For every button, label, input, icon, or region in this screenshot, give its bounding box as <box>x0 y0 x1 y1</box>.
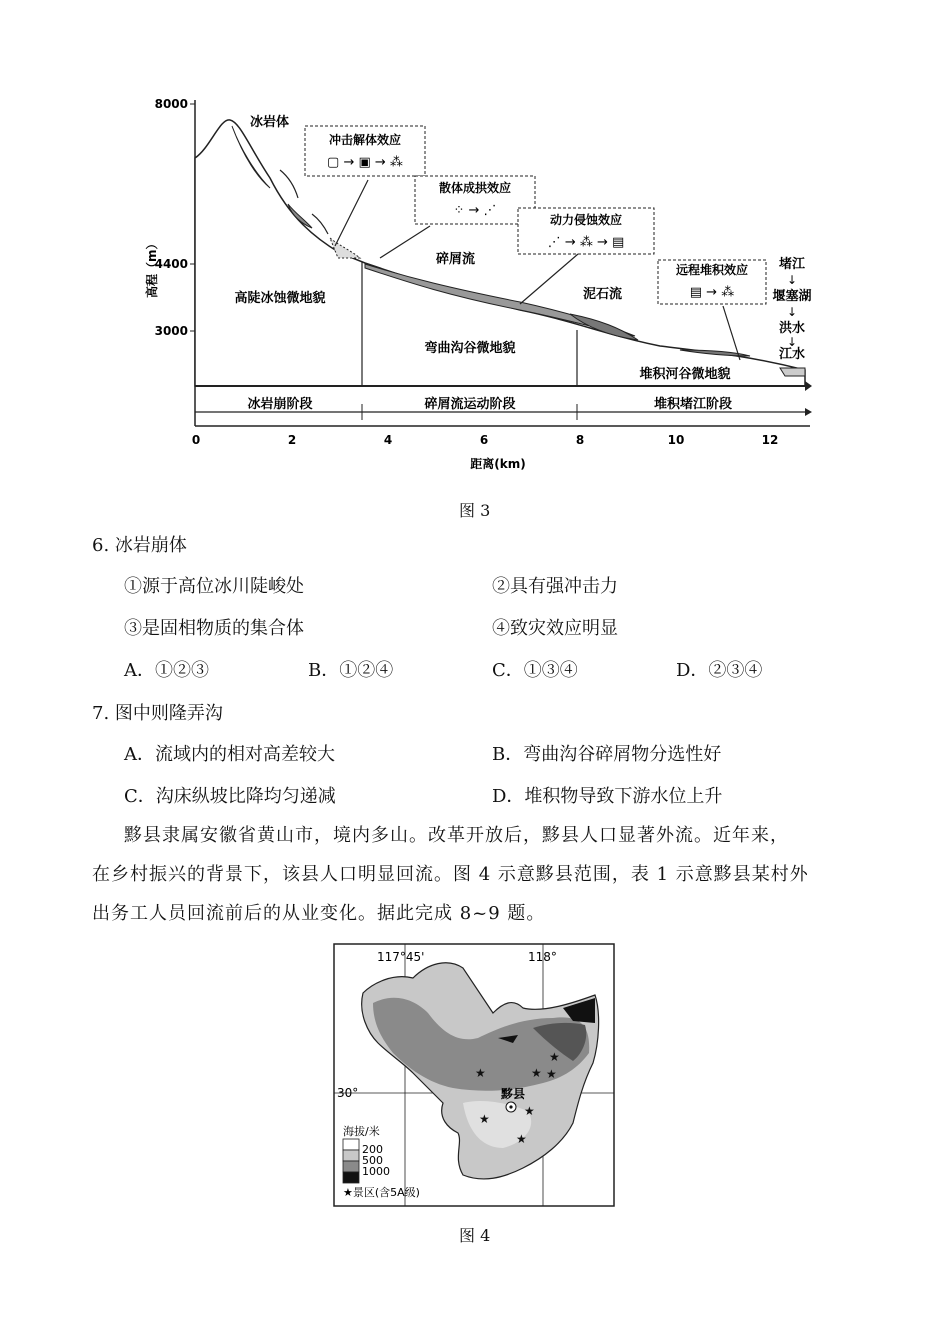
svg-text:▢ → ▣ → ⁂: ▢ → ▣ → ⁂ <box>327 155 403 170</box>
scenic-star: ★ <box>524 1104 535 1118</box>
stage3-label: 堆积堵江阶段 <box>653 397 733 412</box>
y-tick-8000: 8000 <box>154 97 188 111</box>
x-tick-4: 4 <box>383 433 393 447</box>
zone3-label: 堆积河谷微地貌 <box>639 367 731 382</box>
lon-label-1: 117°45' <box>377 950 425 964</box>
x-tick-0: 0 <box>191 433 201 447</box>
svg-text:↓: ↓ <box>786 273 798 287</box>
figure4-caption: 图 4 <box>459 1226 491 1245</box>
svg-text:动力侵蚀效应: 动力侵蚀效应 <box>549 213 623 227</box>
stage1-label: 冰岩崩阶段 <box>247 397 313 412</box>
q6-option-b: B．①②④ <box>308 660 394 681</box>
x-tick-2: 2 <box>287 433 297 447</box>
legend-value-1000: 1000 <box>362 1165 390 1178</box>
legend-star: ★景区(含5A级) <box>343 1186 420 1199</box>
lon-label-2: 118° <box>528 950 557 964</box>
passage-line-3: 出务工人员回流前后的从业变化。据此完成 8~9 题。 <box>92 903 546 924</box>
scenic-star: ★ <box>475 1066 486 1080</box>
x-axis-label: 距离(km) <box>470 457 526 471</box>
scenic-star: ★ <box>516 1132 527 1146</box>
q6-statement-4: ④致灾效应明显 <box>492 618 618 639</box>
q7-option-b: B．弯曲沟谷碎屑物分选性好 <box>492 744 722 765</box>
mudflow-label: 泥石流 <box>583 287 623 302</box>
svg-text:远程堆积效应: 远程堆积效应 <box>675 263 749 277</box>
passage-line-1: 黟县隶属安徽省黄山市，境内多山。改革开放后，黟县人口显著外流。近年来， <box>124 825 789 846</box>
ice-rock-label: 冰岩体 <box>250 115 290 130</box>
q6-option-d: D．②③④ <box>676 660 763 681</box>
scenic-star: ★ <box>546 1067 557 1081</box>
figure4-county-map <box>333 943 615 1207</box>
svg-text:↓: ↓ <box>786 335 798 349</box>
debris-flow-label: 碎屑流 <box>436 252 476 267</box>
lake-label: 堰塞湖 <box>772 289 812 304</box>
x-tick-10: 10 <box>667 433 685 447</box>
q7-option-d: D．堆积物导致下游水位上升 <box>492 786 723 807</box>
svg-text:⁘ → ⋰: ⁘ → ⋰ <box>453 203 497 218</box>
q6-statement-1: ①源于高位冰川陡峻处 <box>124 576 304 597</box>
scenic-star: ★ <box>531 1066 542 1080</box>
q6-stem: 6. 冰岩崩体 <box>92 535 187 556</box>
stage2-label: 碎屑流运动阶段 <box>424 397 516 412</box>
svg-text:冲击解体效应: 冲击解体效应 <box>328 133 402 147</box>
legend-title: 海拔/米 <box>343 1125 380 1138</box>
x-tick-12: 12 <box>761 433 779 447</box>
lat-label: 30° <box>337 1086 359 1100</box>
river-label: 江水 <box>778 347 806 362</box>
y-axis-label: 高程（m） <box>145 237 159 298</box>
svg-text:散体成拱效应: 散体成拱效应 <box>438 181 512 195</box>
q6-option-c: C．①③④ <box>492 660 578 681</box>
dam-label: 堵江 <box>778 257 806 272</box>
svg-text:▤ → ⁂: ▤ → ⁂ <box>689 285 735 300</box>
figure3-caption: 图 3 <box>459 501 491 520</box>
y-tick-3000: 3000 <box>154 324 188 338</box>
x-tick-6: 6 <box>479 433 489 447</box>
q7-option-a: A．流域内的相对高差较大 <box>124 744 335 765</box>
q7-option-c: C．沟床纵坡比降均匀递减 <box>124 786 336 807</box>
svg-text:⋰ → ⁂ → ▤: ⋰ → ⁂ → ▤ <box>547 235 625 250</box>
figure3-profile-diagram <box>140 88 830 478</box>
svg-text:↓: ↓ <box>786 305 798 319</box>
zone2-label: 弯曲沟谷微地貌 <box>424 341 516 356</box>
county-label: 黟县 <box>501 1087 526 1101</box>
y-tick-4400: 4400 <box>154 257 188 271</box>
q6-statement-2: ②具有强冲击力 <box>492 576 618 597</box>
q6-statement-3: ③是固相物质的集合体 <box>124 618 304 639</box>
passage-line-2: 在乡村振兴的背景下，该县人口明显回流。图 4 示意黟县范围，表 1 示意黟县某村外 <box>92 864 809 885</box>
scenic-star: ★ <box>549 1050 560 1064</box>
x-tick-8: 8 <box>575 433 585 447</box>
scenic-star: ★ <box>479 1112 490 1126</box>
flood-label: 洪水 <box>778 321 806 336</box>
legend-value-500: 500 <box>362 1154 383 1167</box>
q6-option-a: A．①②③ <box>124 660 209 681</box>
q7-stem: 7. 图中则隆弄沟 <box>92 703 223 724</box>
zone1-label: 高陡冰蚀微地貌 <box>234 291 326 306</box>
legend-value-200: 200 <box>362 1143 383 1156</box>
